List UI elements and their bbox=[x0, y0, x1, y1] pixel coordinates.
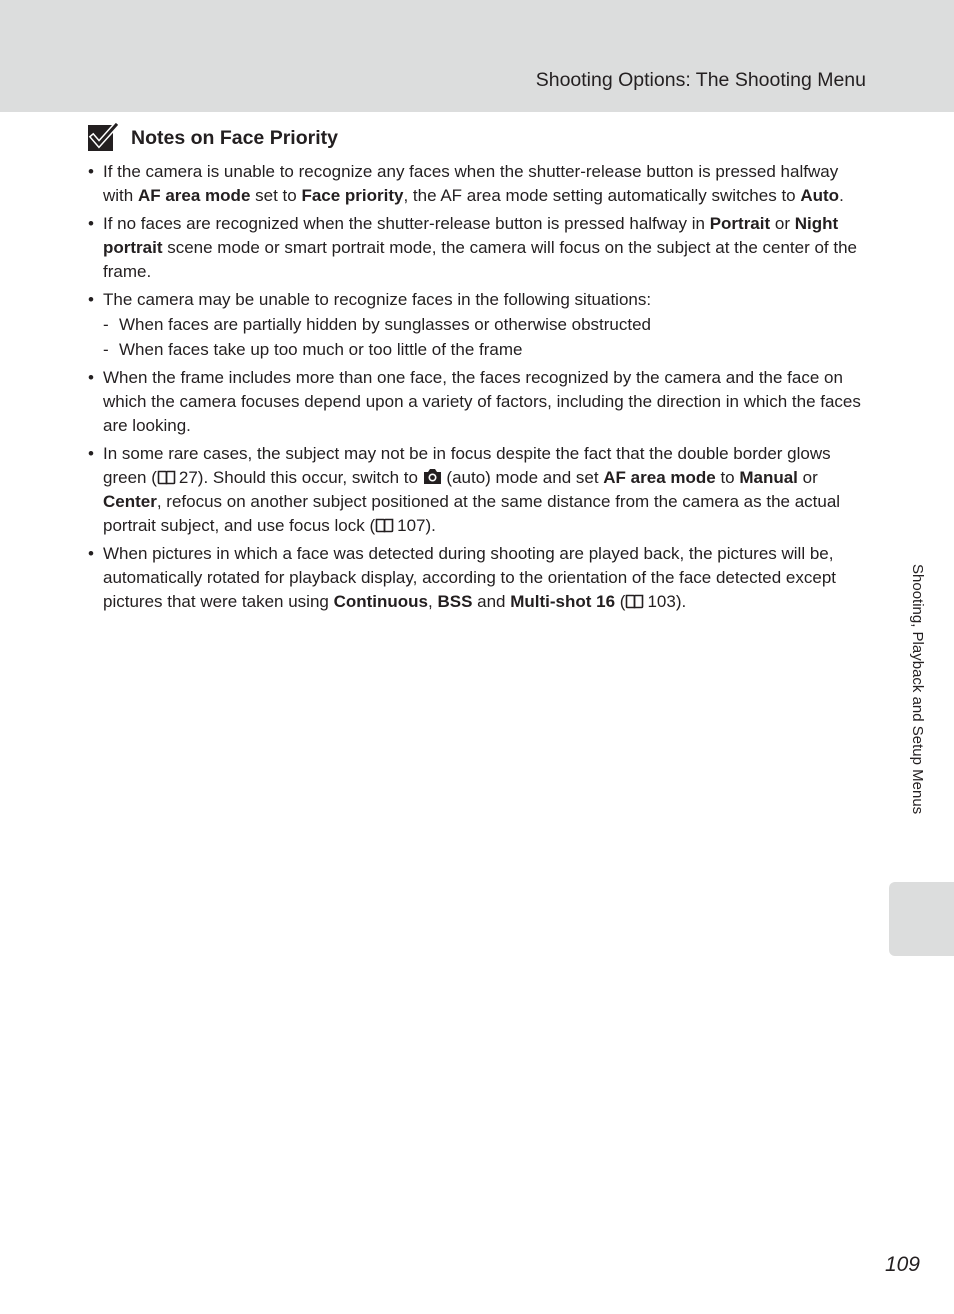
section-side-label: Shooting, Playback and Setup Menus bbox=[909, 564, 926, 815]
list-item: • In some rare cases, the subject may not be in focus despite the fact that the double border glows green ( 27). Should this occur, switch to (auto) mode and set AF area mode to Manual or Center, refocus on another subject positioned at the same distance from the camera as the actual portrait subject, and use focus lock ( 107). bbox=[88, 444, 841, 535]
header-title: Shooting Options: The Shooting Menu bbox=[535, 69, 866, 91]
menu-option-name: Face priority bbox=[301, 186, 404, 205]
note-heading bbox=[88, 122, 338, 154]
dash-marker: - bbox=[103, 340, 109, 359]
page-reference: 107 bbox=[397, 516, 426, 535]
menu-option-name: Portrait bbox=[709, 214, 771, 233]
list-item: • If the camera is unable to recognize any faces when the shutter-release button is pressed halfway with AF area mode set to Face priority, the AF area mode setting automatically switches to Auto. bbox=[88, 162, 844, 205]
page-header bbox=[0, 0, 954, 112]
section-tab bbox=[889, 882, 954, 956]
menu-option-name: Manual bbox=[739, 468, 798, 487]
book-reference-icon bbox=[625, 594, 644, 609]
book-reference-icon bbox=[375, 518, 394, 533]
book-reference-icon bbox=[157, 470, 176, 485]
bullet-marker: • bbox=[88, 214, 94, 233]
sub-list-item: - When faces take up too much or too little of the frame bbox=[103, 338, 866, 362]
menu-option-name: AF area mode bbox=[137, 186, 251, 205]
check-note-icon bbox=[88, 123, 118, 153]
list-item: • When the frame includes more than one face, the faces recognized by the camera and the face on which the camera focuses depend upon a variety of factors, including the direction in which the faces are looking. bbox=[88, 368, 861, 435]
bullet-marker: • bbox=[88, 162, 94, 181]
menu-option-name: Center bbox=[103, 492, 157, 511]
page-reference: 27 bbox=[178, 468, 198, 487]
list-item: • When pictures in which a face was detected during shooting are played back, the pictures will be, automatically rotated for playback display, according to the orientation of the face detected except pictures that were taken using Continuous, BSS and Multi-shot 16 ( 103). bbox=[88, 544, 837, 611]
note-title: Notes on Face Priority bbox=[131, 127, 338, 149]
list-item: • The camera may be unable to recognize faces in the following situations: - When faces are partially hidden by sunglasses or otherwise obstructed - When faces take up too much or too little of the frame bbox=[88, 288, 866, 362]
menu-option-name: BSS bbox=[437, 592, 473, 611]
page-number: 109 bbox=[884, 1253, 920, 1276]
menu-option-name: Night portrait bbox=[103, 214, 839, 257]
menu-option-name: Auto bbox=[800, 186, 840, 205]
menu-option-name: AF area mode bbox=[603, 468, 716, 487]
sub-list-item: - When faces are partially hidden by sunglasses or otherwise obstructed bbox=[103, 313, 866, 337]
list-item: • If no faces are recognized when the shutter-release button is pressed halfway in Portrait or Night portrait scene mode or smart portrait mode, the camera will focus on the subject at the center of the frame. bbox=[88, 214, 858, 281]
bullet-marker: • bbox=[88, 290, 94, 309]
bullet-marker: • bbox=[88, 544, 94, 563]
page-reference: 103 bbox=[647, 592, 676, 611]
bullet-marker: • bbox=[88, 368, 94, 387]
notes-list bbox=[88, 160, 866, 618]
menu-option-name: Continuous bbox=[333, 592, 428, 611]
dash-marker: - bbox=[103, 315, 109, 334]
menu-option-name: Multi-shot 16 bbox=[510, 592, 616, 611]
bullet-marker: • bbox=[88, 444, 94, 463]
camera-auto-mode-icon bbox=[423, 468, 442, 485]
